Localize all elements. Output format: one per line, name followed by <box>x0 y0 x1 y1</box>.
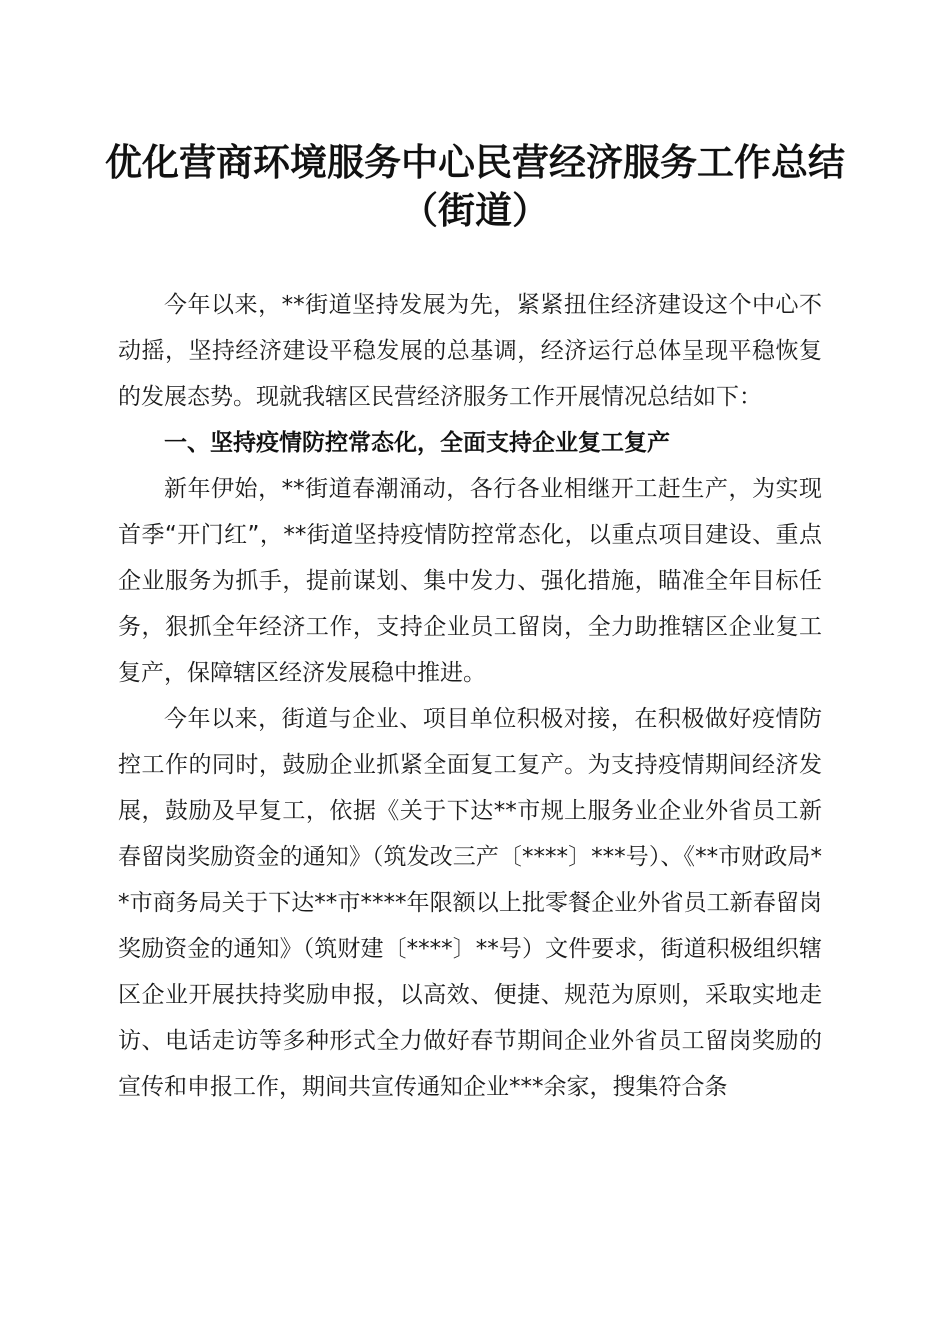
intro-paragraph: 今年以来，**街道坚持发展为先，紧紧扭住经济建设这个中心不动摇，坚持经济建设平稳发展的总基调，经济运行总体呈现平稳恢复的发展态势。现就我辖区民营经济服务工作开展情况总结如下： <box>118 292 822 410</box>
body-paragraph: 今年以来，街道与企业、项目单位积极对接，在积极做好疫情防控工作的同时，鼓励企业抓紧全面复工复产。为支持疫情期间经济发展，鼓励及早复工，依据《关于下达**市规上服务业企业外省员工新春留岗奖励资金的通知》（筑发改三产〔****〕***号）、《**市财政局**市商务局关于下达**市****年限额以上批零餐企业外省员工新春留岗奖励资金的通知》（筑财建〔****〕**号）文件要求，街道积极组织辖区企业开展扶持奖励申报，以高效、便捷、规范为原则，采取实地走访、电话走访等多种形式全力做好春节期间企业外省员工留岗奖励的宣传和申报工作，期间共宣传通知企业***余家，搜集符合条 <box>118 706 822 1100</box>
section-heading: 一、坚持疫情防控常态化，全面支持企业复工复产 <box>164 430 670 456</box>
document-title: 优化营商环境服务中心民营经济服务工作总结 <box>105 140 845 184</box>
document-subtitle: （街道） <box>401 188 549 232</box>
document-body <box>118 282 822 1110</box>
body-paragraph: 新年伊始，**街道春潮涌动，各行各业相继开工赶生产，为实现首季“开门红”，**街道坚持疫情防控常态化，以重点项目建设、重点企业服务为抓手，提前谋划、集中发力、强化措施，瞄准全年目标任务，狠抓全年经济工作，支持企业员工留岗，全力助推辖区企业复工复产，保障辖区经济发展稳中推进。 <box>118 476 822 686</box>
